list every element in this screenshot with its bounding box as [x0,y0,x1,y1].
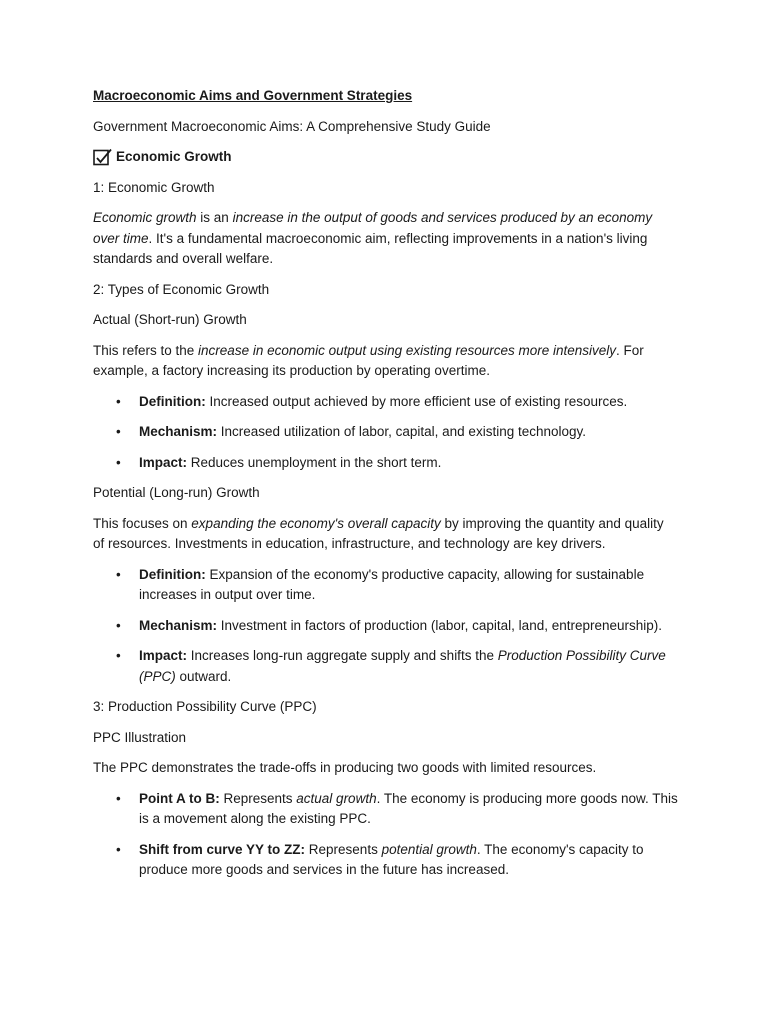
ppc-list [93,789,678,881]
bullet-icon: • [116,393,121,409]
s3-heading: 3: Production Possibility Curve (PPC) [93,699,317,714]
potential-growth-paragraph: This focuses on expanding the economy's overall capacity by improving the quantity and quality of resources. Investments in education, infrastructure, and technology are key drivers. [93,515,664,551]
list-item: • Mechanism: Investment in factors of production (labor, capital, land, entrepreneurship). [93,616,678,637]
bullet-icon: • [116,841,121,857]
list-item: • Impact: Reduces unemployment in the short term. [93,453,678,474]
potential-growth-list [93,565,678,688]
section-heading-label: Economic Growth [116,149,232,164]
list-item: • Mechanism: Increased utilization of labor, capital, and existing technology. [93,422,678,443]
bullet-icon: • [116,454,121,470]
actual-growth-heading: Actual (Short-run) Growth [93,312,247,327]
document-subtitle: Government Macroeconomic Aims: A Comprehensive Study Guide [93,118,491,134]
bullet-icon: • [116,790,121,806]
list-item: • Shift from curve YY to ZZ: Represents potential growth. The economy's capacity to produce more goods and services in the future has increased. [116,841,644,877]
actual-growth-paragraph: This refers to the increase in economic output using existing resources more intensively. For example, a factory increasing its production by operating overtime. [93,342,644,378]
bullet-icon: • [116,566,121,582]
bullet-icon: • [116,648,121,663]
bullet-icon: • [116,617,121,633]
s2-heading: 2: Types of Economic Growth [93,281,270,297]
list-item: • Definition: Expansion of the economy's productive capacity, allowing for sustainable increases in output over time. [116,566,645,602]
list-item: • Impact: Increases long-run aggregate supply and shifts the Production Possibility Curve (PPC) outward. [116,648,666,684]
bullet-icon: • [116,424,121,439]
ppc-illustration-heading: PPC Illustration [93,729,187,745]
section-heading [93,147,678,168]
document-title: Macroeconomic Aims and Government Strategies [93,88,413,103]
s1-heading: 1: Economic Growth [93,179,215,195]
potential-growth-heading: Potential (Long-run) Growth [93,485,260,500]
list-item: • Point A to B: Represents actual growth. The economy is producing more goods now. This is a movement along the existing PPC. [116,790,678,826]
ppc-intro-paragraph: The PPC demonstrates the trade-offs in producing two goods with limited resources. [93,760,597,775]
document-body [93,86,678,891]
list-item: • Definition: Increased output achieved by more efficient use of existing resources. [93,392,678,413]
check-box-icon [93,148,113,166]
actual-growth-list [93,392,678,474]
s1-paragraph: Economic growth is an increase in the output of goods and services produced by an economy over time. It's a fundamental macroeconomic aim, reflecting improvements in a nation's living standards and overall welfare. [93,210,653,266]
